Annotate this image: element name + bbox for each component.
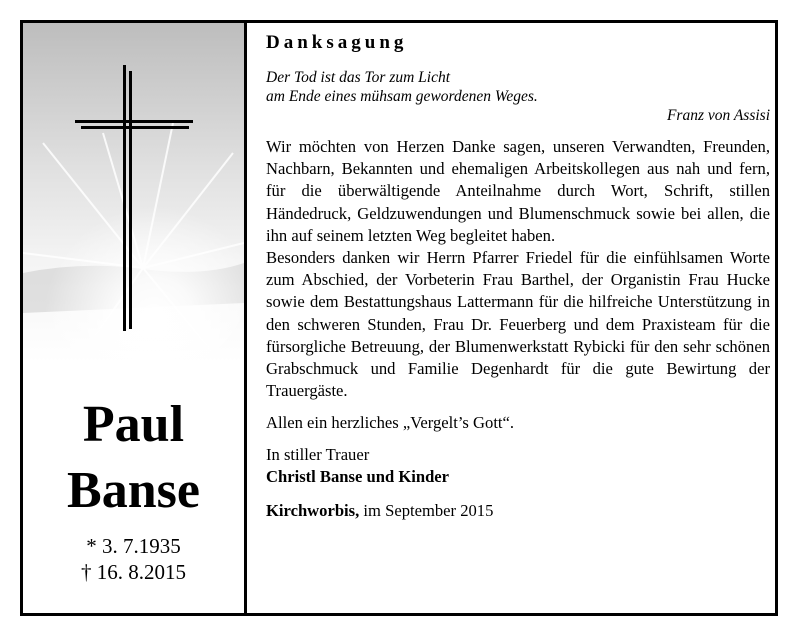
place-date-text: im September 2015 — [359, 501, 494, 521]
motto-line-2: am Ende eines mühsam gewordenen Weges. — [266, 88, 538, 105]
signature-names: Christl Banse und Kinder — [266, 467, 450, 487]
first-name: Paul — [82, 396, 185, 453]
signature-intro: In stiller Trauer — [266, 445, 370, 465]
motto — [266, 68, 770, 125]
signature — [266, 444, 770, 488]
thanks-body — [266, 136, 770, 402]
paragraph-1: Wir möchten von Herzen Danke sagen, unseren Verwandten, Freunden, Nachbarn, Bekannten und ehemaligen Arbeitskollegen aus nah und fern, für die überwältigende Anteilnahme durch Wort, Schrift, stillen Händedruck, Geldzuwendungen und Blumenschmuck sowie bei allen, die ihn auf seinem letzten Weg begleitet haben. — [266, 137, 770, 245]
heading: Danksagung — [266, 32, 408, 53]
notice-text — [266, 30, 770, 522]
life-dates — [23, 533, 244, 585]
place-date — [266, 500, 770, 522]
motto-line-1: Der Tod ist das Tor zum Licht — [266, 69, 451, 86]
last-name: Banse — [67, 462, 200, 519]
paragraph-2: Besonders danken wir Herrn Pfarrer Friedel für die einfühlsamen Worte zum Abschied, der Vorbeterin Frau Barthel, der Organistin Frau Hucke sowie dem Bestattungshaus Lattermann für die hilfreiche Unterstützung in den schweren Stunden, Frau Dr. Feuerberg und dem Praxisteam für die fürsorgliche Betreuung, der Blumenwerkstatt Rybicki für den sehr schönen Grabschmuck und Familie Degenhardt für die gute Bewirtung der Trauergäste. — [266, 248, 770, 401]
light-rays-image — [23, 23, 244, 363]
death-date: † 16. 8.2015 — [81, 560, 186, 584]
motto-author: Franz von Assisi — [666, 107, 770, 124]
place-name: Kirchworbis, — [266, 501, 360, 521]
birth-date: * 3. 7.1935 — [86, 534, 181, 558]
memorial-panel — [20, 20, 247, 616]
closing-line: Allen ein herzliches „Vergelt’s Gott“. — [266, 413, 515, 433]
